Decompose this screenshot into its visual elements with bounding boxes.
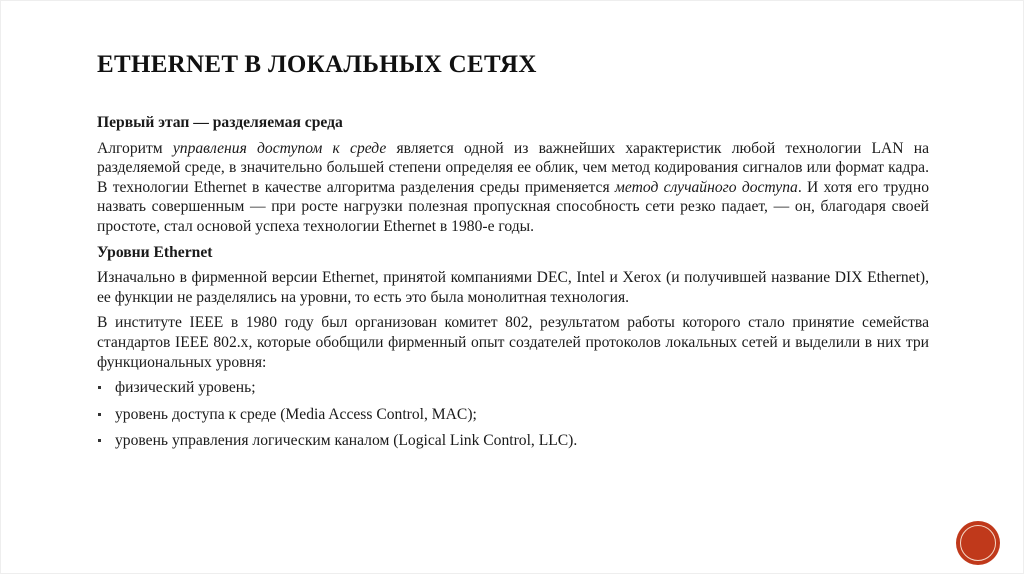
decorative-circle-icon [958,523,998,563]
levels-list [97,378,929,451]
section-heading-ethernet-levels: Уровни Ethernet [97,243,213,261]
list-item [97,431,929,451]
paragraph-dix-ethernet: Изначально в фирменной версии Ethernet, принятой компаниями DEC, Intel и Xerox (и получившей название DIX Ethernet), ее функции не разделялись на уровни, то есть это была монолитная технология. [97,269,929,306]
section-heading-shared-medium: Первый этап — разделяемая среда [97,114,343,131]
bullet-icon [98,439,101,442]
list-item [97,378,929,398]
slide-title: ETHERNET В ЛОКАЛЬНЫХ СЕТЯХ [97,51,537,78]
text-run: является одной из важнейших характеристик любой технологии LAN на разделяемой среде, в значительно большей степени определяя ее облик, чем метод кодирования сигналов или формат кадра. В технологии Ethernet в качестве алгоритма разделения среды применяется [97,139,929,196]
italic-term: метод случайного доступа [614,178,798,196]
list-item-text: уровень доступа к среде (Media Access Control, MAC); [115,405,477,423]
slide-content [97,113,929,458]
text-run: Алгоритм [97,139,173,157]
paragraph-ieee-802: В институте IEEE в 1980 году был организован комитет 802, результатом работы которого стало принятие семейства стандартов IEEE 802.x, которые обобщили фирменный опыт создателей протоколов локальных сетей и выделили в них три функциональных уровня: [97,314,929,371]
list-item [97,405,929,425]
text-run: . И хотя его трудно назвать совершенным — при росте нагрузки полезная пропускная способность сети резко падает, — он, благодаря своей простоте, стал основой успеха технологии Ethernet в 1980-е годы. [97,178,929,235]
paragraph-media-access [97,139,929,237]
list-item-text: физический уровень; [115,379,256,397]
italic-term: управления доступом к среде [172,139,387,157]
list-item-text: уровень управления логическим каналом (Logical Link Control, LLC). [115,432,578,450]
bullet-icon [98,386,101,389]
bullet-icon [98,413,101,416]
